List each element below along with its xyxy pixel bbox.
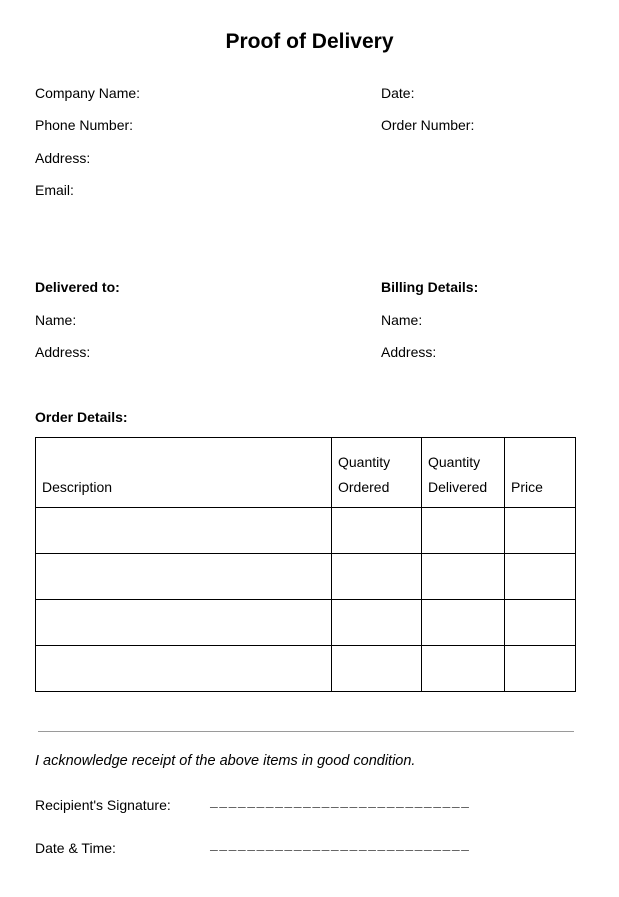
delivered-to-name-label: Name: (35, 312, 77, 328)
cell-price[interactable] (505, 646, 576, 692)
cell-quantity-delivered[interactable] (422, 554, 505, 600)
billing-address-label: Address: (381, 344, 437, 360)
cell-description[interactable] (36, 554, 332, 600)
column-header-quantity-delivered-line1: Quantity (428, 454, 481, 470)
order-details-heading: Order Details: (35, 409, 128, 425)
phone-number-label: Phone Number: (35, 117, 134, 133)
table-row (36, 600, 576, 646)
cell-quantity-ordered[interactable] (332, 554, 422, 600)
cell-description[interactable] (36, 600, 332, 646)
cell-quantity-delivered[interactable] (422, 508, 505, 554)
billing-name-label: Name: (381, 312, 423, 328)
column-header-price-text: Price (511, 479, 543, 495)
cell-description[interactable] (36, 508, 332, 554)
cell-price[interactable] (505, 600, 576, 646)
date-time-line[interactable]: ____________________________ (210, 838, 471, 853)
column-header-quantity-delivered-line2: Delivered (428, 479, 488, 495)
page-title: Proof of Delivery (225, 30, 394, 53)
company-address-label: Address: (35, 150, 91, 166)
table-row (36, 554, 576, 600)
column-header-description (36, 438, 332, 508)
date-label: Date: (381, 85, 415, 101)
delivered-to-heading: Delivered to: (35, 279, 120, 295)
cell-quantity-delivered[interactable] (422, 600, 505, 646)
cell-quantity-delivered[interactable] (422, 646, 505, 692)
cell-price[interactable] (505, 508, 576, 554)
cell-quantity-ordered[interactable] (332, 600, 422, 646)
order-number-label: Order Number: (381, 117, 475, 133)
recipient-signature-line[interactable]: ____________________________ (210, 795, 471, 810)
column-header-quantity-delivered (422, 438, 505, 508)
column-header-quantity-ordered-line2: Ordered (338, 479, 390, 495)
acknowledgement-text: I acknowledge receipt of the above items in good condition. (35, 753, 416, 769)
delivered-to-address-label: Address: (35, 344, 91, 360)
column-header-price (505, 438, 576, 508)
cell-price[interactable] (505, 554, 576, 600)
email-label: Email: (35, 182, 74, 198)
recipient-signature-label: Recipient's Signature: (35, 797, 171, 813)
column-header-quantity-ordered (332, 438, 422, 508)
column-header-quantity-ordered-line1: Quantity (338, 454, 391, 470)
company-name-label: Company Name: (35, 85, 141, 101)
cell-quantity-ordered[interactable] (332, 508, 422, 554)
order-details-table (35, 437, 576, 692)
section-divider (38, 731, 574, 732)
table-row (36, 646, 576, 692)
table-row (36, 508, 576, 554)
table-header-row (36, 438, 576, 508)
billing-details-heading: Billing Details: (381, 279, 479, 295)
column-header-description-text: Description (42, 479, 113, 495)
date-time-label: Date & Time: (35, 840, 116, 856)
cell-quantity-ordered[interactable] (332, 646, 422, 692)
cell-description[interactable] (36, 646, 332, 692)
